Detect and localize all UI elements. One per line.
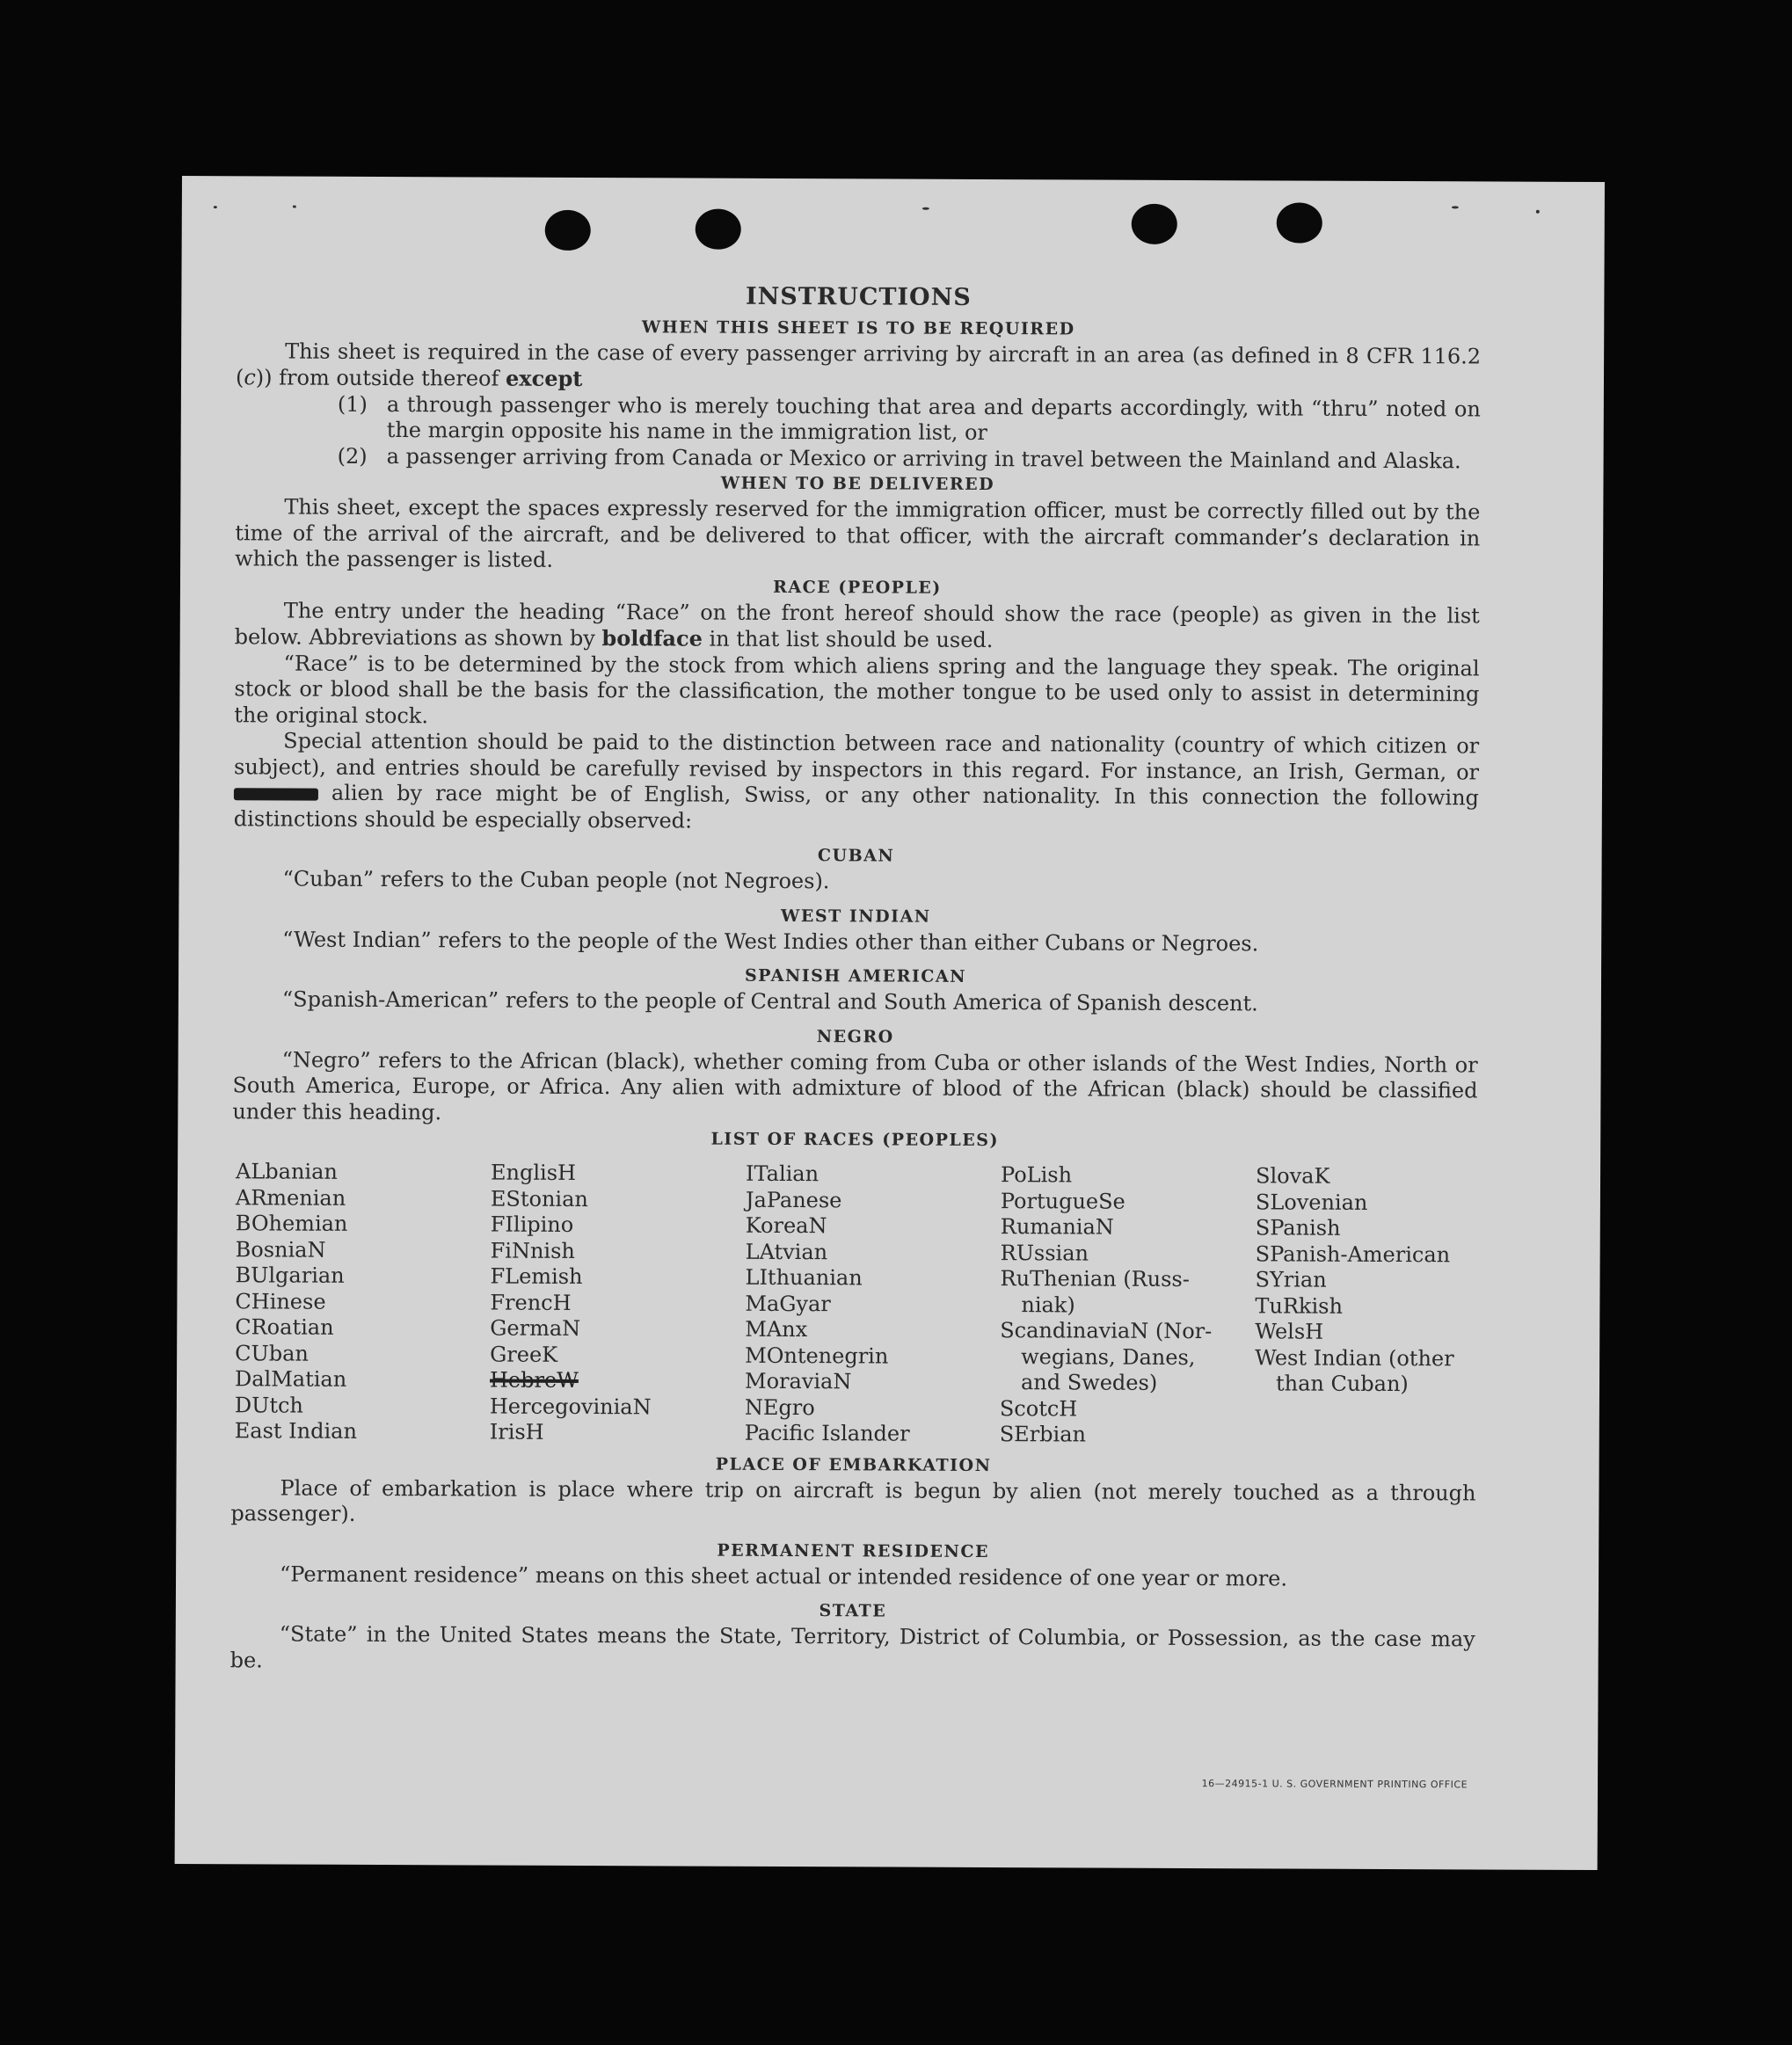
race-entry: LAtvian: [745, 1239, 828, 1264]
race-entry: HercegoviniaN: [489, 1394, 652, 1419]
when-required-intro: This sheet is required in the case of every passenger arriving by aircraft in an area (as defined in 8 CFR 116.2 (c)) from outside thereof except: [235, 338, 1482, 391]
race-entry: JaPanese: [745, 1187, 842, 1212]
dust-speck: [1536, 210, 1540, 214]
race-entry: LIthuanian: [745, 1264, 863, 1291]
dust-speck: [293, 206, 296, 208]
race-entry: EnglisH: [490, 1160, 577, 1185]
state-text: “State” in the United States means the State, Territory, District of Columbia, or Possession, as the case may be.: [229, 1621, 1475, 1672]
race-paragraph-1: The entry under the heading “Race” on the front hereof should show the race (people) as given in the list below. Abbreviations as shown by boldface in that list should be used.: [234, 598, 1480, 653]
dust-speck: [1452, 206, 1459, 208]
heading-cuban: CUBAN: [817, 846, 895, 866]
race-entry: MAnx: [745, 1316, 808, 1343]
heading-state: STATE: [819, 1601, 887, 1621]
race-entry: KoreaN: [745, 1212, 827, 1239]
embarkation-text: Place of embarkation is place where trip on aircraft is begun by alien (not merely touched as a through passenger).: [230, 1475, 1476, 1526]
race-entry: RuThenian (Russ-: [1000, 1266, 1190, 1292]
race-entry: GermaN: [490, 1315, 581, 1341]
print-code: 16—24915-1 U. S. GOVERNMENT PRINTING OFFICE: [1201, 1778, 1468, 1791]
race-entry: ScotcH: [999, 1395, 1078, 1421]
race-entry: MaGyar: [745, 1291, 831, 1316]
cuban-text: “Cuban” refers to the Cuban people (not Negroes).: [282, 866, 830, 894]
race-entry: BosniaN: [235, 1236, 326, 1263]
dust-speck: [214, 206, 217, 208]
race-entry: CRoatian: [235, 1314, 334, 1340]
race-entry: DUtch: [234, 1392, 303, 1418]
exception-item: (1) a through passenger who is merely touching that area and departs accordingly, with “thru” noted on the margin opposite his name in the immigration list, or: [337, 391, 1481, 445]
heading-spanish-american: SPANISH AMERICAN: [744, 965, 967, 986]
race-entry: FrencH: [490, 1290, 572, 1315]
race-entry: WelsH: [1255, 1319, 1324, 1344]
negro-text: “Negro” refers to the African (black), whether coming from Cuba or other islands of the West Indies, North or South America, Europe, or Africa. Any alien with admixture of blood of the African (black) should be classified under this heading.: [232, 1047, 1478, 1124]
race-column: [1000, 1162, 1256, 1449]
race-entry: CUban: [235, 1340, 309, 1366]
race-entry: East Indian: [234, 1418, 358, 1444]
heading-list-of-races: LIST OF RACES (PEOPLES): [710, 1129, 1000, 1151]
race-entry: TuRkish: [1255, 1292, 1343, 1319]
race-entry: BUlgarian: [235, 1263, 345, 1288]
heading-embarkation: PLACE OF EMBARKATION: [715, 1454, 992, 1475]
page-title: INSTRUCTIONS: [745, 282, 972, 311]
heading-permanent-residence: PERMANENT RESIDENCE: [717, 1540, 990, 1561]
race-entry: MOntenegrin: [745, 1343, 889, 1369]
heading-west-indian: WEST INDIAN: [781, 906, 931, 927]
race-entry: MoraviaN: [744, 1368, 852, 1394]
document-sheet: [175, 176, 1605, 1870]
race-entry: GreeK: [490, 1342, 558, 1367]
race-entry: IrisH: [489, 1419, 544, 1445]
race-paragraph-2: “Race” is to be determined by the stock from which aliens spring and the language they speak. The original stock or blood shall be the basis for the classification, the mother tongue to be used only to assist in determining the original stock.: [234, 651, 1480, 728]
race-entry: West Indian (other: [1255, 1344, 1454, 1371]
heading-negro: NEGRO: [816, 1026, 894, 1047]
race-entry: than Cuban): [1275, 1371, 1409, 1397]
race-entry: PortugueSe: [1000, 1188, 1125, 1214]
race-entry: RumaniaN: [1000, 1214, 1114, 1240]
race-entry: SPanish: [1255, 1215, 1341, 1241]
west-indian-text: “West Indian” refers to the people of the West Indies other than either Cubans or Negroes.: [282, 927, 1259, 956]
race-entry: and Swedes): [1020, 1370, 1158, 1395]
race-entry: NEgro: [744, 1394, 815, 1420]
race-column: [235, 1159, 491, 1445]
punch-hole: [545, 210, 591, 251]
dust-speck: [922, 207, 929, 210]
race-column: [1255, 1163, 1493, 1450]
race-entry: FLemish: [490, 1263, 583, 1289]
race-entry: FiNnish: [490, 1238, 575, 1263]
race-entry: EStonian: [490, 1186, 588, 1212]
race-entry: RUssian: [1000, 1240, 1089, 1266]
race-entry: BOhemian: [235, 1211, 348, 1236]
heading-race: RACE (PEOPLE): [773, 577, 942, 598]
race-entry: ITalian: [745, 1161, 820, 1187]
race-entry: DalMatian: [234, 1366, 347, 1392]
when-delivered-text: This sheet, except the spaces expressly reserved for the immigration officer, must be correctly filled out by the time of the arrival of the aircraft, and be delivered to that officer, with the aircraft commander’s declaration in which the passenger is listed.: [235, 494, 1481, 572]
permanent-residence-text: “Permanent residence” means on this sheet actual or intended residence of one year or more.: [280, 1561, 1288, 1590]
race-entry: SLovenian: [1255, 1189, 1368, 1215]
race-entry: Pacific Islander: [744, 1420, 910, 1446]
race-entry: niak): [1021, 1292, 1075, 1317]
race-list: [235, 1159, 1477, 1450]
punch-hole: [1132, 204, 1177, 244]
race-entry: PoLish: [1000, 1162, 1073, 1188]
race-entry: SYrian: [1255, 1267, 1327, 1292]
race-entry: SlovaK: [1255, 1163, 1330, 1189]
punch-hole: [1277, 202, 1322, 243]
redaction-mark: [234, 788, 318, 800]
punch-hole: [696, 209, 741, 250]
race-entry: SErbian: [999, 1422, 1087, 1447]
race-paragraph-3: Special attention should be paid to the distinction between race and nationality (country of which citizen or subject), and entries should be carefully revised by inspectors in this regard. For instance, an Irish, German, or alien by race might be of English, Swiss, or any other nationality. In this connection the following distinctions should be especially observed:: [233, 728, 1480, 833]
race-column: [490, 1161, 746, 1447]
race-entry: HebreW: [489, 1367, 579, 1393]
race-entry: CHinese: [235, 1288, 326, 1314]
race-column: [745, 1161, 1001, 1448]
instructions-body: [230, 281, 1482, 1678]
race-entry: wegians, Danes,: [1021, 1343, 1196, 1370]
race-entry: FIlipino: [490, 1212, 574, 1237]
race-entry: ARmenian: [235, 1184, 346, 1211]
spanish-american-text: “Spanish-American” refers to the people of Central and South America of Spanish descent.: [281, 986, 1258, 1016]
heading-when-delivered: WHEN TO BE DELIVERED: [720, 473, 995, 495]
heading-when-required: WHEN THIS SHEET IS TO BE REQUIRED: [641, 317, 1075, 338]
race-entry: SPanish-American: [1255, 1241, 1451, 1267]
exception-item: (2) a passenger arriving from Canada or Mexico or arriving in travel between the Mainland and Alaska.: [337, 443, 1461, 473]
race-entry: ALbanian: [235, 1159, 338, 1184]
race-entry: ScandinaviaN (Nor-: [1000, 1318, 1213, 1344]
